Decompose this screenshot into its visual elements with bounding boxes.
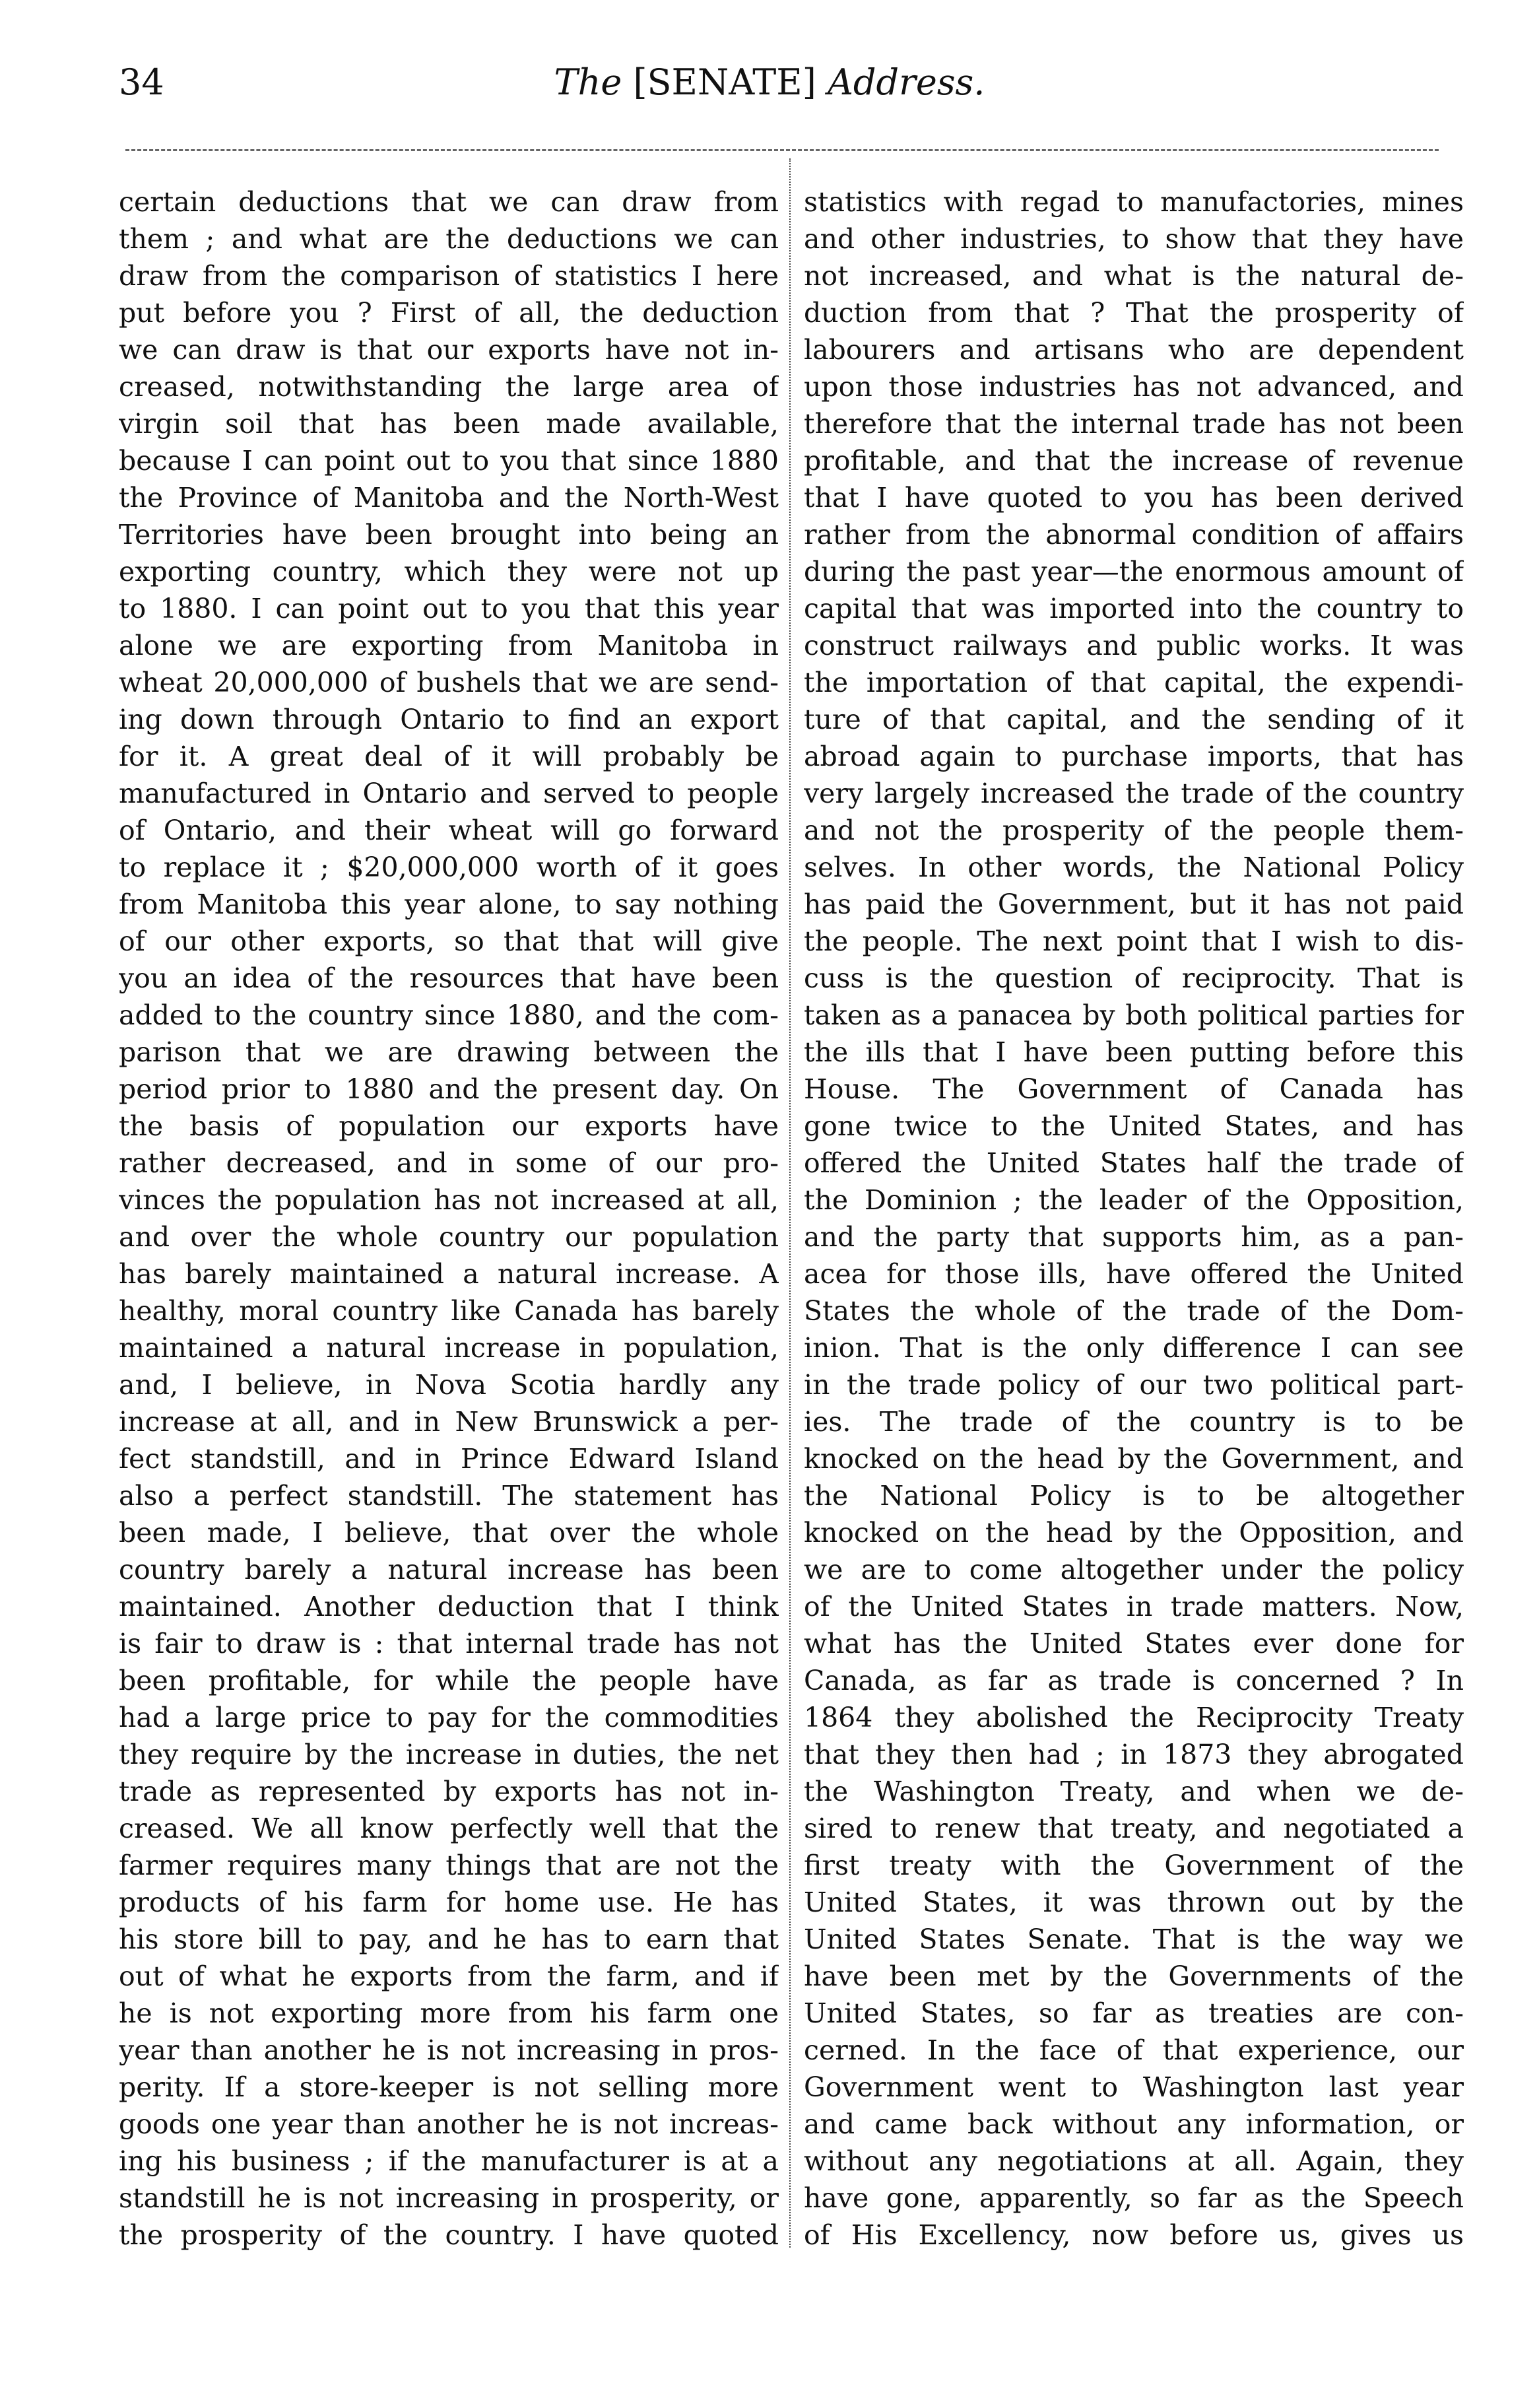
right-column-line: of the United States in trade matters. Now, <box>804 1591 1464 1622</box>
left-column-line: had a large price to pay for the commodities <box>119 1702 779 1733</box>
left-column-line: has barely maintained a natural increase. A <box>119 1258 779 1290</box>
left-column-line: manufactured in Ontario and served to people <box>119 778 779 809</box>
left-column-line: creased. We all know perfectly well that the <box>119 1813 779 1844</box>
right-column-line: labourers and artisans who are dependent <box>804 334 1464 366</box>
right-column-line: without any negotiations at all. Again, they <box>804 2145 1464 2177</box>
left-column-line: maintained. Another deduction that I think <box>119 1591 779 1622</box>
right-column-line: of His Excellency, now before us, gives us <box>804 2219 1464 2251</box>
left-column-line: from Manitoba this year alone, to say nothing <box>119 888 779 920</box>
right-column-line: we are to come altogether under the policy <box>804 1554 1464 1586</box>
right-column-line: duction from that ? That the prosperity of <box>804 297 1464 329</box>
right-column-line: House. The Government of Canada has <box>804 1073 1464 1105</box>
left-column-line: been made, I believe, that over the whole <box>119 1517 779 1549</box>
left-column-line: exporting country, which they were not up <box>119 556 779 587</box>
column-divider <box>789 158 791 2248</box>
left-column-line: wheat 20,000,000 of bushels that we are send- <box>119 667 779 698</box>
right-column-line: States the whole of the trade of the Dom- <box>804 1295 1464 1327</box>
right-column-line: Government went to Washington last year <box>804 2071 1464 2103</box>
right-column-line: has paid the Government, but it has not paid <box>804 888 1464 920</box>
left-column-line: because I can point out to you that since 1880 <box>119 445 779 477</box>
right-column-line: taken as a panacea by both political parties for <box>804 999 1464 1031</box>
right-column-line: construct railways and public works. It was <box>804 630 1464 661</box>
left-column-line: draw from the comparison of statistics I here <box>119 260 779 292</box>
right-column-line: 1864 they abolished the Reciprocity Treaty <box>804 1702 1464 1733</box>
right-column-line: United States Senate. That is the way we <box>804 1923 1464 1955</box>
left-column-line: goods one year than another he is not increas- <box>119 2108 779 2140</box>
left-column-line: creased, notwithstanding the large area of <box>119 371 779 403</box>
left-column-line: vinces the population has not increased at all, <box>119 1184 779 1216</box>
left-column-line: them ; and what are the deductions we can <box>119 223 779 255</box>
right-column-line: first treaty with the Government of the <box>804 1850 1464 1881</box>
left-column-line: the Province of Manitoba and the North-West <box>119 482 779 514</box>
left-column-line: country barely a natural increase has been <box>119 1554 779 1586</box>
left-column-line: been profitable, for while the people have <box>119 1665 779 1696</box>
right-column-line: and other industries, to show that they have <box>804 223 1464 255</box>
running-head-the: The <box>554 61 622 103</box>
right-column-line: inion. That is the only difference I can see <box>804 1332 1464 1364</box>
left-column-line: alone we are exporting from Manitoba in <box>119 630 779 661</box>
left-column <box>119 184 779 2254</box>
right-column-line: the people. The next point that I wish to dis- <box>804 925 1464 957</box>
right-column-line: and the party that supports him, as a pan- <box>804 1221 1464 1253</box>
right-column-line: the importation of that capital, the expendi- <box>804 667 1464 698</box>
right-column-line: knocked on the head by the Opposition, and <box>804 1517 1464 1549</box>
left-column-line: of our other exports, so that that will give <box>119 925 779 957</box>
left-column-line: also a perfect standstill. The statement has <box>119 1480 779 1512</box>
right-column-line: United States, so far as treaties are con- <box>804 1997 1464 2029</box>
right-column-line: cuss is the question of reciprocity. That is <box>804 962 1464 994</box>
right-column-line: capital that was imported into the country to <box>804 593 1464 624</box>
right-column-line: cerned. In the face of that experience, our <box>804 2034 1464 2066</box>
running-head-senate: [SENATE] <box>633 61 816 103</box>
left-column-line: ing down through Ontario to find an export <box>119 704 779 735</box>
left-column-line: the basis of population our exports have <box>119 1110 779 1142</box>
right-column-line: abroad again to purchase imports, that has <box>804 741 1464 772</box>
right-column-line: the Washington Treaty, and when we de- <box>804 1776 1464 1807</box>
page-number: 34 <box>119 61 164 103</box>
right-column-line: and not the prosperity of the people them- <box>804 815 1464 846</box>
left-column-line: is fair to draw is : that internal trade has not <box>119 1628 779 1659</box>
right-column-line: gone twice to the United States, and has <box>804 1110 1464 1142</box>
left-column-line: he is not exporting more from his farm one <box>119 1997 779 2029</box>
left-column-line: certain deductions that we can draw from <box>119 186 779 218</box>
right-column-line: statistics with regad to manufactories, mines <box>804 186 1464 218</box>
right-column-line: therefore that the internal trade has not been <box>804 408 1464 440</box>
left-column-line: his store bill to pay, and he has to earn that <box>119 1923 779 1955</box>
left-column-line: ing his business ; if the manufacturer is at a <box>119 2145 779 2177</box>
left-column-line: and, I believe, in Nova Scotia hardly any <box>119 1369 779 1401</box>
right-column <box>804 184 1464 2254</box>
right-column-line: during the past year—the enormous amount of <box>804 556 1464 587</box>
left-column-line: fect standstill, and in Prince Edward Island <box>119 1443 779 1475</box>
right-column-line: selves. In other words, the National Policy <box>804 852 1464 883</box>
right-column-line: ture of that capital, and the sending of it <box>804 704 1464 735</box>
left-column-line: parison that we are drawing between the <box>119 1036 779 1068</box>
right-column-line: very largely increased the trade of the country <box>804 778 1464 809</box>
right-column-line: that I have quoted to you has been derived <box>804 482 1464 514</box>
right-column-line: that they then had ; in 1873 they abrogated <box>804 1739 1464 1770</box>
right-column-line: in the trade policy of our two political part- <box>804 1369 1464 1401</box>
left-column-line: healthy, moral country like Canada has barely <box>119 1295 779 1327</box>
right-column-line: not increased, and what is the natural de- <box>804 260 1464 292</box>
left-column-line: period prior to 1880 and the present day. On <box>119 1073 779 1105</box>
left-column-line: added to the country since 1880, and the com- <box>119 999 779 1031</box>
left-column-line: products of his farm for home use. He has <box>119 1887 779 1918</box>
right-column-line: and came back without any information, or <box>804 2108 1464 2140</box>
right-column-line: what has the United States ever done for <box>804 1628 1464 1659</box>
right-column-line: have been met by the Governments of the <box>804 1960 1464 1992</box>
right-column-line: knocked on the head by the Government, and <box>804 1443 1464 1475</box>
left-column-line: virgin soil that has been made available, <box>119 408 779 440</box>
left-column-line: trade as represented by exports has not in- <box>119 1776 779 1807</box>
right-column-line: rather from the abnormal condition of affairs <box>804 519 1464 551</box>
left-column-line: standstill he is not increasing in prosperity, or <box>119 2182 779 2214</box>
right-column-line: ies. The trade of the country is to be <box>804 1406 1464 1438</box>
left-column-line: of Ontario, and their wheat will go forward <box>119 815 779 846</box>
left-column-line: farmer requires many things that are not the <box>119 1850 779 1881</box>
right-column-line: acea for those ills, have offered the United <box>804 1258 1464 1290</box>
left-column-line: Territories have been brought into being an <box>119 519 779 551</box>
left-column-line: to 1880. I can point out to you that this year <box>119 593 779 624</box>
left-column-line: we can draw is that our exports have not in- <box>119 334 779 366</box>
right-column-line: offered the United States half the trade of <box>804 1147 1464 1179</box>
right-column-line: the Dominion ; the leader of the Opposition, <box>804 1184 1464 1216</box>
left-column-line: maintained a natural increase in population, <box>119 1332 779 1364</box>
left-column-line: they require by the increase in duties, the net <box>119 1739 779 1770</box>
right-column-line: Canada, as far as trade is concerned ? In <box>804 1665 1464 1696</box>
left-column-line: the prosperity of the country. I have quoted <box>119 2219 779 2251</box>
left-column-line: to replace it ; $20,000,000 worth of it goes <box>119 852 779 883</box>
left-column-line: you an idea of the resources that have been <box>119 962 779 994</box>
left-column-line: increase at all, and in New Brunswick a per- <box>119 1406 779 1438</box>
right-column-line: have gone, apparently, so far as the Speech <box>804 2182 1464 2214</box>
running-head-address: Address. <box>827 61 985 103</box>
left-column-line: perity. If a store-keeper is not selling more <box>119 2071 779 2103</box>
right-column-line: sired to renew that treaty, and negotiated a <box>804 1813 1464 1844</box>
left-column-line: out of what he exports from the farm, and if <box>119 1960 779 1992</box>
right-column-line: the National Policy is to be altogether <box>804 1480 1464 1512</box>
running-head <box>0 61 1539 103</box>
left-column-line: for it. A great deal of it will probably be <box>119 741 779 772</box>
left-column-line: year than another he is not increasing in pros- <box>119 2034 779 2066</box>
header-rule <box>125 149 1439 151</box>
right-column-line: United States, it was thrown out by the <box>804 1887 1464 1918</box>
left-column-line: and over the whole country our population <box>119 1221 779 1253</box>
left-column-line: put before you ? First of all, the deduction <box>119 297 779 329</box>
right-column-line: the ills that I have been putting before this <box>804 1036 1464 1068</box>
right-column-line: profitable, and that the increase of revenue <box>804 445 1464 477</box>
left-column-line: rather decreased, and in some of our pro- <box>119 1147 779 1179</box>
right-column-line: upon those industries has not advanced, and <box>804 371 1464 403</box>
